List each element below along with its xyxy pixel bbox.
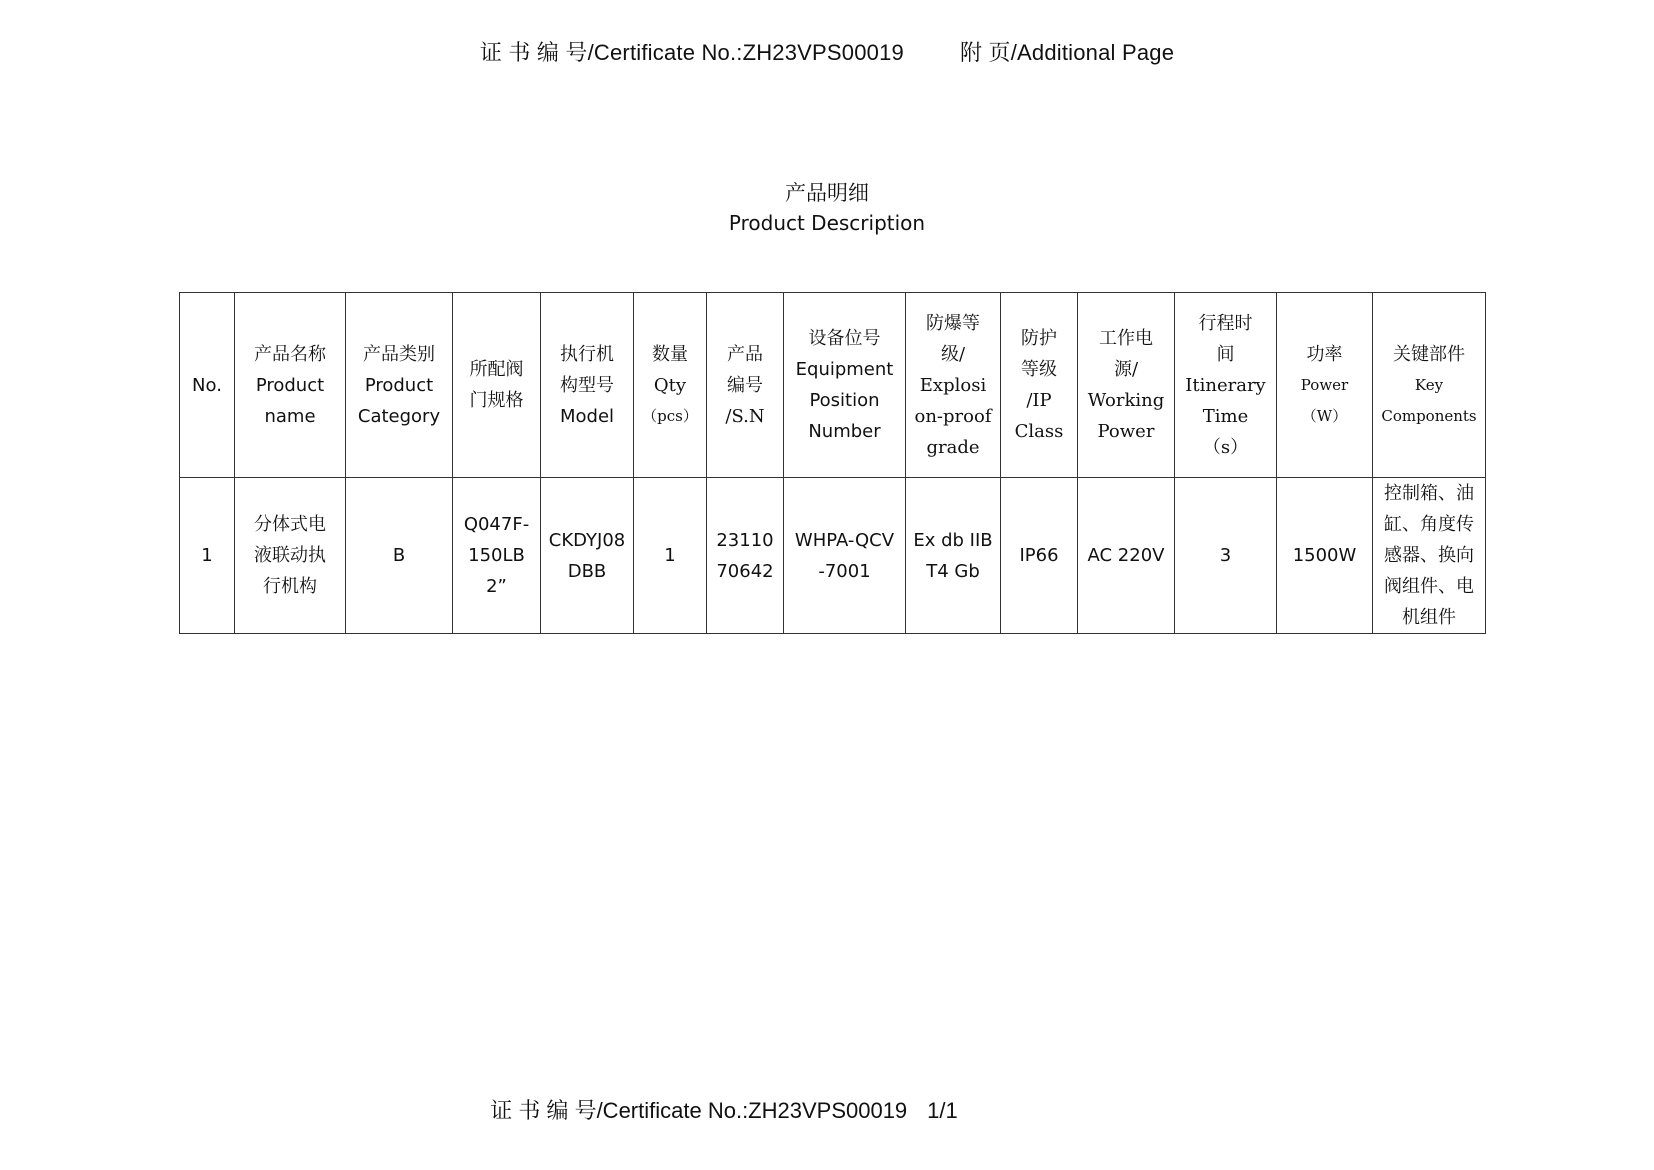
header-product-name: 产品名称 Product name — [235, 293, 346, 478]
header-key-components: 关键部件 Key Components — [1373, 293, 1486, 478]
header-product-category: 产品类别 Product Category — [346, 293, 453, 478]
cell-equipment-position: WHPA-QCV -7001 — [784, 478, 906, 634]
cell-explosion-proof-grade: Ex db IIB T4 Gb — [906, 478, 1001, 634]
header-equipment-position: 设备位号 Equipment Position Number — [784, 293, 906, 478]
title-block — [0, 178, 1654, 238]
header-itinerary-time: 行程时 间 Itinerary Time （s） — [1175, 293, 1277, 478]
page-title-zh: 产品明细 — [785, 181, 869, 205]
header-certificate-number: 证 书 编 号/Certificate No.:ZH23VPS00019 — [479, 40, 904, 65]
cell-no: 1 — [180, 478, 235, 634]
table-row — [180, 478, 1486, 634]
table-header-row — [180, 293, 1486, 478]
cell-working-power: AC 220V — [1078, 478, 1175, 634]
header-serial-number: 产品 编号 /S.N — [707, 293, 784, 478]
page-header — [0, 36, 1654, 67]
page-title-en: Product Description — [728, 211, 926, 235]
product-table — [179, 292, 1486, 634]
header-qty: 数量 Qty （pcs） — [634, 293, 707, 478]
cell-key-components: 控制箱、油 缸、角度传 感器、换向 阀组件、电 机组件 — [1373, 478, 1486, 634]
cell-power: 1500W — [1277, 478, 1373, 634]
cell-product-category: B — [346, 478, 453, 634]
cell-actuator-model: CKDYJ08 DBB — [541, 478, 634, 634]
header-power: 功率 Power （W） — [1277, 293, 1373, 478]
cell-ip-class: IP66 — [1001, 478, 1078, 634]
header-explosion-proof-grade: 防爆等 级/ Explosi on-proof grade — [906, 293, 1001, 478]
cell-serial-number: 23110 70642 — [707, 478, 784, 634]
cell-qty: 1 — [634, 478, 707, 634]
cell-product-name: 分体式电 液联动执 行机构 — [235, 478, 346, 634]
header-valve-spec: 所配阀 门规格 — [453, 293, 541, 478]
cell-itinerary-time: 3 — [1175, 478, 1277, 634]
footer-page-number: 1/1 — [927, 1098, 958, 1123]
header-actuator-model: 执行机 构型号 Model — [541, 293, 634, 478]
header-working-power: 工作电 源/ Working Power — [1078, 293, 1175, 478]
header-additional-page: 附 页/Additional Page — [959, 40, 1175, 65]
header-no: No. — [180, 293, 235, 478]
header-ip-class: 防护 等级 /IP Class — [1001, 293, 1078, 478]
page-footer — [0, 1094, 1654, 1125]
cell-valve-spec: Q047F- 150LB 2” — [453, 478, 541, 634]
footer-certificate-number: 证 书 编 号/Certificate No.:ZH23VPS00019 — [490, 1098, 908, 1123]
